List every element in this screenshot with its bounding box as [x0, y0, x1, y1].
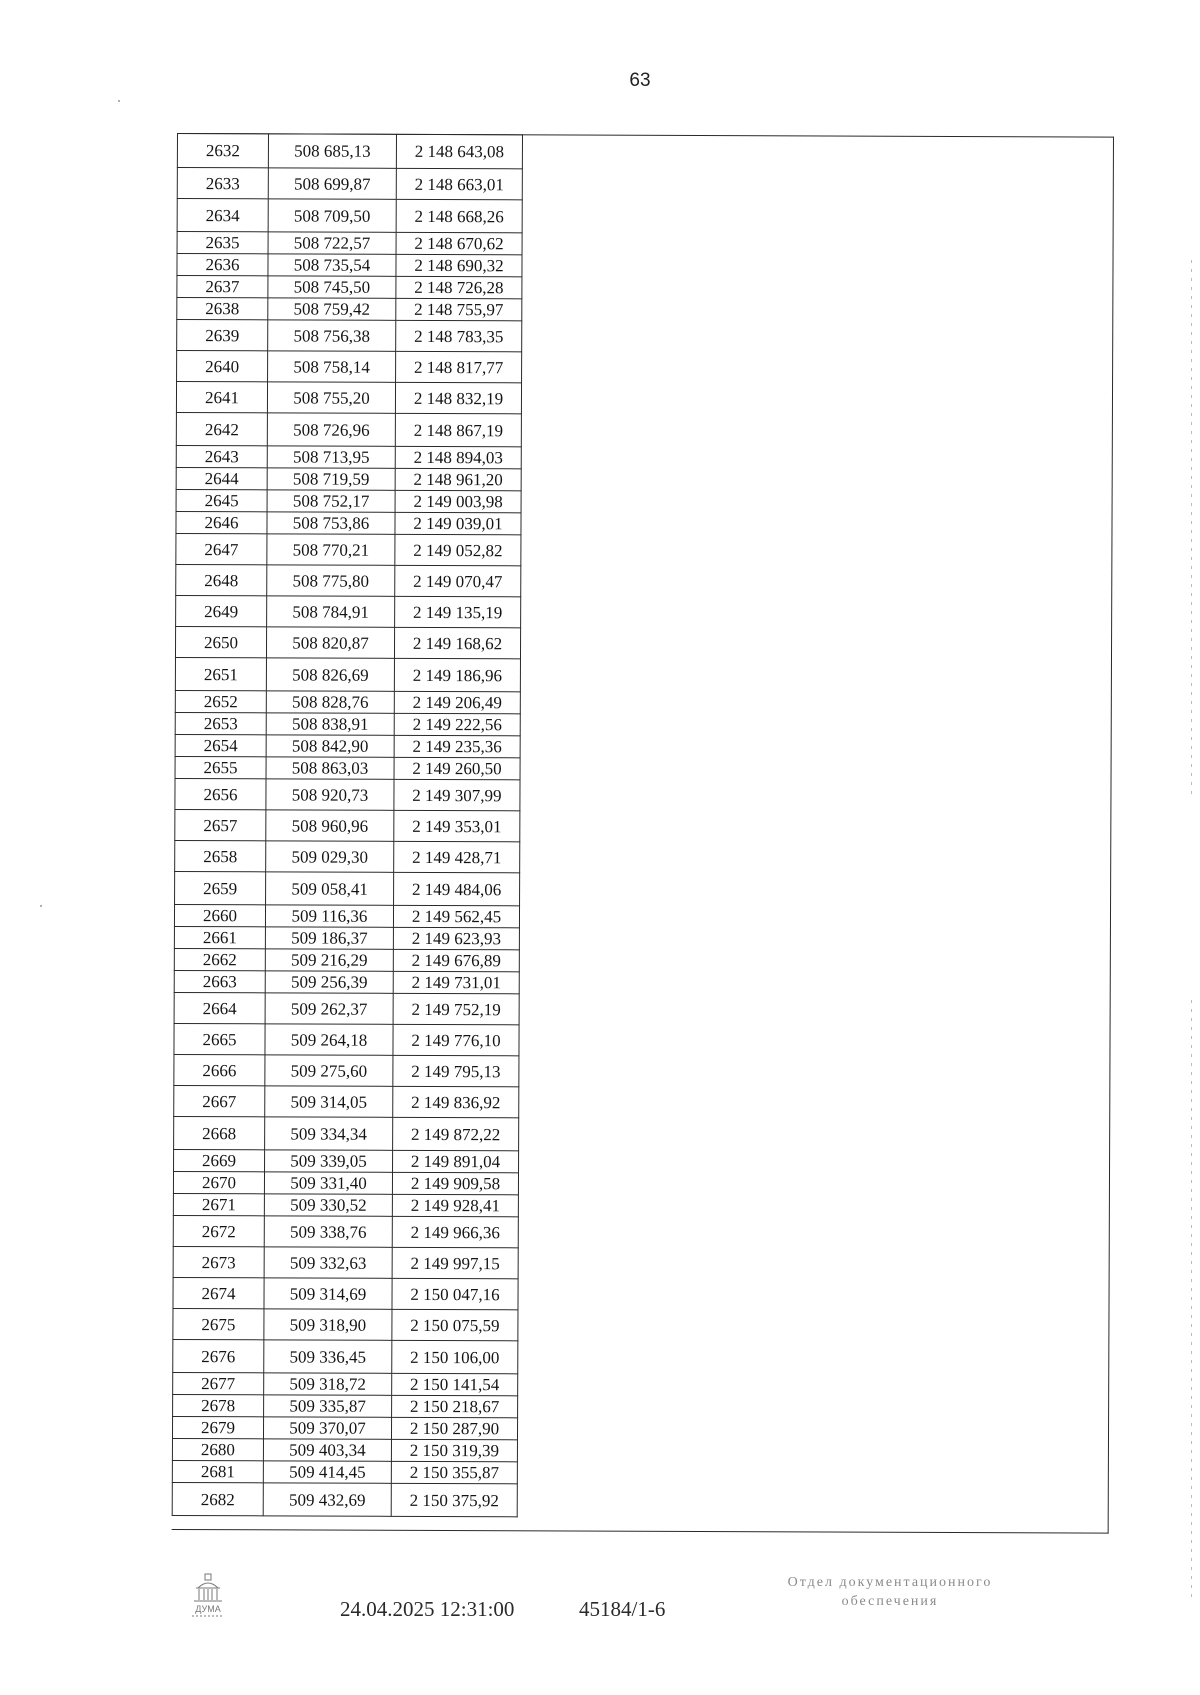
- y-coordinate-cell: 2 150 106,00: [392, 1340, 518, 1373]
- x-coordinate-cell: 509 116,36: [265, 905, 393, 927]
- point-number-cell: 2646: [176, 511, 267, 533]
- point-number-cell: 2663: [174, 970, 265, 992]
- point-number-cell: 2655: [175, 756, 266, 778]
- table-row: [174, 926, 519, 949]
- x-coordinate-cell: 509 414,45: [263, 1461, 391, 1483]
- point-number-cell: 2645: [176, 489, 267, 511]
- x-coordinate-cell: 509 314,69: [264, 1278, 392, 1309]
- table-row: [177, 232, 522, 255]
- point-number-cell: 2665: [174, 1023, 265, 1054]
- table-row: [175, 809, 520, 841]
- x-coordinate-cell: 508 699,87: [268, 168, 396, 199]
- logo-text: ДУМА: [195, 1604, 221, 1614]
- y-coordinate-cell: 2 148 867,19: [395, 413, 521, 446]
- table-row: [176, 564, 521, 596]
- table-row: [172, 1482, 517, 1516]
- x-coordinate-cell: 509 370,07: [263, 1417, 391, 1439]
- department-stamp: [740, 1574, 1040, 1612]
- point-number-cell: 2639: [177, 320, 268, 351]
- point-number-cell: 2667: [174, 1085, 265, 1116]
- table-row: [173, 1193, 518, 1216]
- y-coordinate-cell: 2 149 222,56: [394, 713, 520, 735]
- table-row: [172, 1438, 517, 1461]
- coordinates-table: [172, 133, 523, 1517]
- y-coordinate-cell: 2 149 872,22: [393, 1117, 519, 1150]
- y-coordinate-cell: 2 148 726,28: [396, 276, 522, 298]
- y-coordinate-cell: 2 149 562,45: [393, 905, 519, 927]
- y-coordinate-cell: 2 150 218,67: [392, 1395, 518, 1417]
- y-coordinate-cell: 2 150 141,54: [392, 1373, 518, 1395]
- department-line-2: обеспечения: [841, 1593, 939, 1609]
- x-coordinate-cell: 509 432,69: [263, 1483, 391, 1516]
- x-coordinate-cell: 509 403,34: [263, 1439, 391, 1461]
- point-number-cell: 2647: [176, 533, 267, 564]
- y-coordinate-cell: 2 149 070,47: [395, 565, 521, 596]
- table-row: [175, 734, 520, 757]
- y-coordinate-cell: 2 149 623,93: [393, 927, 519, 949]
- x-coordinate-cell: 509 318,72: [264, 1373, 392, 1395]
- point-number-cell: 2677: [173, 1372, 264, 1394]
- table-row: [174, 1149, 519, 1172]
- x-coordinate-cell: 509 331,40: [264, 1172, 392, 1194]
- table-row: [173, 1394, 518, 1417]
- table-row: [173, 1171, 518, 1194]
- scan-dot: [40, 905, 42, 907]
- table-row: [174, 1023, 519, 1055]
- point-number-cell: 2671: [173, 1193, 264, 1215]
- table-row: [175, 778, 520, 810]
- y-coordinate-cell: 2 150 375,92: [391, 1483, 517, 1516]
- point-number-cell: 2649: [176, 595, 267, 626]
- y-coordinate-cell: 2 150 075,59: [392, 1309, 518, 1340]
- x-coordinate-cell: 509 058,41: [266, 872, 394, 905]
- table-row: [174, 992, 519, 1024]
- point-number-cell: 2637: [177, 276, 268, 298]
- x-coordinate-cell: 509 339,05: [265, 1150, 393, 1172]
- y-coordinate-cell: 2 149 795,13: [393, 1055, 519, 1086]
- point-number-cell: 2664: [174, 992, 265, 1023]
- x-coordinate-cell: 508 713,95: [267, 446, 395, 468]
- y-coordinate-cell: 2 149 235,36: [394, 735, 520, 757]
- y-coordinate-cell: 2 148 663,01: [396, 168, 522, 199]
- table-row: [176, 533, 521, 565]
- table-row: [177, 298, 522, 321]
- x-coordinate-cell: 509 256,39: [265, 971, 393, 993]
- y-coordinate-cell: 2 150 287,90: [391, 1417, 517, 1439]
- point-number-cell: 2654: [175, 734, 266, 756]
- point-number-cell: 2669: [174, 1149, 265, 1171]
- x-coordinate-cell: 508 755,20: [267, 382, 395, 413]
- point-number-cell: 2648: [176, 564, 267, 595]
- table-row: [172, 1416, 517, 1439]
- y-coordinate-cell: 2 149 307,99: [394, 779, 520, 810]
- table-row: [173, 1339, 518, 1373]
- x-coordinate-cell: 508 726,96: [267, 413, 395, 446]
- point-number-cell: 2668: [174, 1116, 265, 1149]
- x-coordinate-cell: 508 784,91: [267, 596, 395, 627]
- y-coordinate-cell: 2 150 355,87: [391, 1461, 517, 1483]
- point-number-cell: 2642: [176, 412, 267, 445]
- point-number-cell: 2643: [176, 445, 267, 467]
- table-row: [176, 382, 521, 414]
- x-coordinate-cell: 508 863,03: [266, 757, 394, 779]
- table-row: [176, 595, 521, 627]
- y-coordinate-cell: 2 150 319,39: [391, 1439, 517, 1461]
- y-coordinate-cell: 2 149 752,19: [393, 993, 519, 1024]
- point-number-cell: 2635: [177, 232, 268, 254]
- x-coordinate-cell: 508 758,14: [268, 351, 396, 382]
- x-coordinate-cell: 509 029,30: [266, 841, 394, 872]
- point-number-cell: 2632: [177, 134, 268, 168]
- y-coordinate-cell: 2 148 670,62: [396, 232, 522, 254]
- table-row: [176, 511, 521, 534]
- table-row: [174, 970, 519, 993]
- y-coordinate-cell: 2 149 484,06: [394, 872, 520, 905]
- table-row: [176, 412, 521, 446]
- point-number-cell: 2657: [175, 809, 266, 840]
- point-number-cell: 2680: [172, 1438, 263, 1460]
- y-coordinate-cell: 2 149 676,89: [393, 949, 519, 971]
- x-coordinate-cell: 509 262,37: [265, 993, 393, 1024]
- point-number-cell: 2659: [175, 871, 266, 904]
- y-coordinate-cell: 2 148 783,35: [396, 320, 522, 351]
- table-row: [176, 467, 521, 490]
- y-coordinate-cell: 2 148 832,19: [395, 382, 521, 413]
- point-number-cell: 2650: [175, 626, 266, 657]
- y-coordinate-cell: 2 148 668,26: [396, 199, 522, 232]
- point-number-cell: 2640: [177, 351, 268, 382]
- y-coordinate-cell: 2 149 997,15: [392, 1247, 518, 1278]
- table-row: [172, 1460, 517, 1483]
- point-number-cell: 2678: [173, 1394, 264, 1416]
- table-row: [174, 1116, 519, 1150]
- registration-datetime: 24.04.2025 12:31:00: [340, 1597, 515, 1621]
- y-coordinate-cell: 2 149 168,62: [394, 627, 520, 658]
- table-row: [175, 690, 520, 713]
- point-number-cell: 2670: [173, 1171, 264, 1193]
- scan-margin-mark: [1191, 1000, 1192, 1600]
- point-number-cell: 2675: [173, 1308, 264, 1339]
- x-coordinate-cell: 508 722,57: [268, 232, 396, 254]
- y-coordinate-cell: 2 149 353,01: [394, 810, 520, 841]
- table-row: [177, 276, 522, 299]
- y-coordinate-cell: 2 149 052,82: [395, 534, 521, 565]
- y-coordinate-cell: 2 149 776,10: [393, 1024, 519, 1055]
- table-row: [177, 320, 522, 352]
- y-coordinate-cell: 2 150 047,16: [392, 1278, 518, 1309]
- point-number-cell: 2660: [174, 904, 265, 926]
- y-coordinate-cell: 2 149 039,01: [395, 512, 521, 534]
- x-coordinate-cell: 508 770,21: [267, 534, 395, 565]
- table-row: [176, 489, 521, 512]
- scan-margin-mark: [1191, 260, 1192, 800]
- point-number-cell: 2644: [176, 467, 267, 489]
- table-row: [173, 1372, 518, 1395]
- y-coordinate-cell: 2 148 894,03: [395, 446, 521, 468]
- y-coordinate-cell: 2 149 966,36: [392, 1216, 518, 1247]
- y-coordinate-cell: 2 149 260,50: [394, 757, 520, 779]
- point-number-cell: 2651: [175, 657, 266, 690]
- table-row: [177, 134, 522, 169]
- table-row: [174, 948, 519, 971]
- point-number-cell: 2666: [174, 1054, 265, 1085]
- point-number-cell: 2674: [173, 1277, 264, 1308]
- y-coordinate-cell: 2 148 817,77: [396, 351, 522, 382]
- x-coordinate-cell: 508 759,42: [268, 298, 396, 320]
- x-coordinate-cell: 509 275,60: [265, 1055, 393, 1086]
- y-coordinate-cell: 2 149 909,58: [392, 1172, 518, 1194]
- x-coordinate-cell: 509 332,63: [264, 1247, 392, 1278]
- point-number-cell: 2661: [174, 926, 265, 948]
- x-coordinate-cell: 508 753,86: [267, 512, 395, 534]
- point-number-cell: 2652: [175, 690, 266, 712]
- table-row: [174, 1054, 519, 1086]
- y-coordinate-cell: 2 148 690,32: [396, 254, 522, 276]
- table-row: [176, 445, 521, 468]
- registration-number: 45184/1-6: [579, 1597, 666, 1621]
- x-coordinate-cell: 508 685,13: [268, 134, 396, 168]
- table-row: [173, 1277, 518, 1309]
- table-row: [175, 840, 520, 872]
- point-number-cell: 2682: [172, 1482, 263, 1515]
- x-coordinate-cell: 508 826,69: [266, 658, 394, 691]
- y-coordinate-cell: 2 149 731,01: [393, 971, 519, 993]
- x-coordinate-cell: 508 752,17: [267, 490, 395, 512]
- x-coordinate-cell: 509 338,76: [264, 1216, 392, 1247]
- x-coordinate-cell: 508 709,50: [268, 199, 396, 232]
- table-row: [175, 756, 520, 779]
- point-number-cell: 2641: [176, 382, 267, 413]
- x-coordinate-cell: 509 318,90: [264, 1309, 392, 1340]
- x-coordinate-cell: 508 735,54: [268, 254, 396, 276]
- point-number-cell: 2634: [177, 199, 268, 232]
- y-coordinate-cell: 2 149 891,04: [393, 1150, 519, 1172]
- y-coordinate-cell: 2 149 003,98: [395, 490, 521, 512]
- y-coordinate-cell: 2 148 643,08: [396, 134, 522, 168]
- table-row: [173, 1246, 518, 1278]
- y-coordinate-cell: 2 149 928,41: [392, 1194, 518, 1216]
- point-number-cell: 2633: [177, 168, 268, 199]
- table-row: [177, 199, 522, 233]
- table-row: [175, 871, 520, 905]
- x-coordinate-cell: 508 745,50: [268, 276, 396, 298]
- y-coordinate-cell: 2 148 755,97: [396, 298, 522, 320]
- point-number-cell: 2653: [175, 712, 266, 734]
- y-coordinate-cell: 2 148 961,20: [395, 468, 521, 490]
- table-row: [177, 168, 522, 200]
- x-coordinate-cell: 508 719,59: [267, 468, 395, 490]
- point-number-cell: 2636: [177, 254, 268, 276]
- x-coordinate-cell: 508 828,76: [266, 691, 394, 713]
- point-number-cell: 2673: [173, 1246, 264, 1277]
- x-coordinate-cell: 509 334,34: [265, 1117, 393, 1150]
- y-coordinate-cell: 2 149 206,49: [394, 691, 520, 713]
- table-row: [174, 1085, 519, 1117]
- x-coordinate-cell: 508 842,90: [266, 735, 394, 757]
- point-number-cell: 2679: [172, 1416, 263, 1438]
- table-row: [173, 1215, 518, 1247]
- x-coordinate-cell: 509 314,05: [265, 1086, 393, 1117]
- table-row: [175, 626, 520, 658]
- point-number-cell: 2672: [173, 1215, 264, 1246]
- y-coordinate-cell: 2 149 135,19: [395, 596, 521, 627]
- page-number: 63: [629, 70, 651, 91]
- table-row: [174, 904, 519, 927]
- department-line-1: Отдел документационного: [787, 1575, 993, 1590]
- y-coordinate-cell: 2 149 836,92: [393, 1086, 519, 1117]
- scan-dot: [118, 100, 120, 102]
- table-row: [175, 712, 520, 735]
- x-coordinate-cell: 508 920,73: [266, 779, 394, 810]
- table-row: [177, 351, 522, 383]
- x-coordinate-cell: 508 820,87: [266, 627, 394, 658]
- x-coordinate-cell: 508 756,38: [268, 320, 396, 351]
- y-coordinate-cell: 2 149 428,71: [394, 841, 520, 872]
- table-row: [173, 1308, 518, 1340]
- x-coordinate-cell: 508 960,96: [266, 810, 394, 841]
- point-number-cell: 2681: [172, 1460, 263, 1482]
- point-number-cell: 2638: [177, 298, 268, 320]
- duma-logo-icon: [188, 1572, 228, 1618]
- x-coordinate-cell: 509 336,45: [264, 1340, 392, 1373]
- table-row: [177, 254, 522, 277]
- x-coordinate-cell: 508 838,91: [266, 713, 394, 735]
- y-coordinate-cell: 2 149 186,96: [394, 658, 520, 691]
- x-coordinate-cell: 509 264,18: [265, 1024, 393, 1055]
- x-coordinate-cell: 509 186,37: [265, 927, 393, 949]
- point-number-cell: 2662: [174, 948, 265, 970]
- point-number-cell: 2656: [175, 778, 266, 809]
- x-coordinate-cell: 509 335,87: [264, 1395, 392, 1417]
- point-number-cell: 2676: [173, 1339, 264, 1372]
- x-coordinate-cell: 508 775,80: [267, 565, 395, 596]
- x-coordinate-cell: 509 216,29: [265, 949, 393, 971]
- table-row: [175, 657, 520, 691]
- x-coordinate-cell: 509 330,52: [264, 1194, 392, 1216]
- point-number-cell: 2658: [175, 840, 266, 871]
